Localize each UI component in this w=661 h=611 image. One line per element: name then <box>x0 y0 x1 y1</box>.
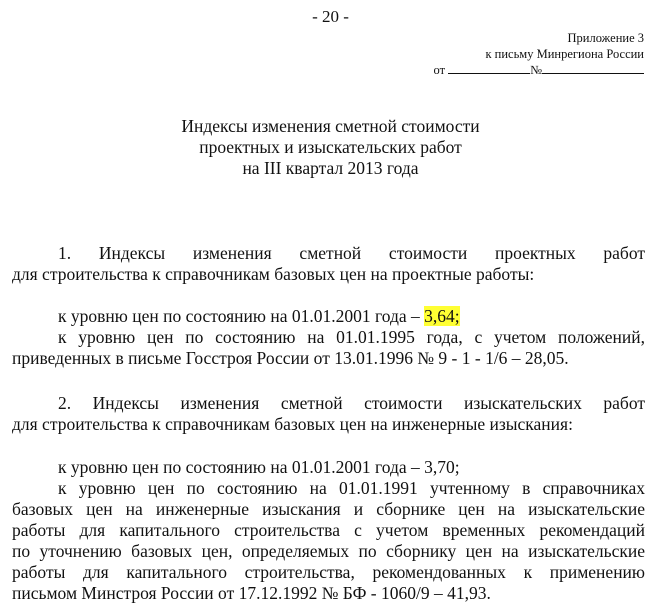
number-sign: № <box>530 63 542 77</box>
section1-item1-text: к уровню цен по состоянию на 01.01.2001 года – <box>58 306 425 326</box>
section1-heading-line-2: для строительства к справочникам базовых цен на проектные работы: <box>12 264 535 284</box>
section2-heading-line-1: 2. Индексы изменения сметной стоимости изыскательских работ <box>58 393 645 413</box>
highlighted-index-value: 3,64; <box>424 306 460 326</box>
section2-item2-line-1: к уровню цен по состоянию на 01.01.1991 учтенному в справочниках <box>58 478 645 498</box>
section2-item2-line-2: базовых цен на инженерные изыскания и сборнике цен на изыскательские <box>12 499 645 519</box>
section1-heading-line-1: 1. Индексы изменения сметной стоимости проектных работ <box>58 243 645 263</box>
document-title-line-3: на III квартал 2013 года <box>242 158 419 178</box>
date-blank <box>448 62 530 74</box>
appendix-letter-ref: к письму Минрегиона России <box>485 47 644 61</box>
document-title-line-2: проектных и изыскательских работ <box>199 137 462 157</box>
section2-item2-line-3: работы для капитального строительства с учетом временных рекомендаций <box>12 520 645 540</box>
document-title-line-1: Индексы изменения сметной стоимости <box>181 116 480 136</box>
section2-item2-line-4: по уточнению базовых цен, определяемых по сборнику цен на изыскательские <box>12 541 645 561</box>
page-number: - 20 - <box>312 7 349 26</box>
section2-heading-line-2: для строительства к справочникам базовых цен на инженерные изыскания: <box>12 414 573 434</box>
appendix-date-number-line <box>434 62 645 78</box>
section1-item1 <box>58 306 460 327</box>
from-label: от <box>433 63 446 77</box>
section2-item2-line-6: письмом Минстроя России от 17.12.1992 № БФ - 1060/9 – 41,93. <box>12 583 491 603</box>
section1-item2-line-2: приведенных в письме Госстроя России от 13.01.1996 № 9 - 1 - 1/6 – 28,05. <box>12 348 569 368</box>
section2-item2-line-5: работы для капитального строительства, рекомендованных к применению <box>12 562 645 582</box>
section2-item1: к уровню цен по состоянию на 01.01.2001 года – 3,70; <box>58 457 460 477</box>
appendix-label: Приложение 3 <box>567 31 644 45</box>
section1-item2-line-1: к уровню цен по состоянию на 01.01.1995 года, с учетом положений, <box>58 327 645 347</box>
number-blank <box>542 62 644 74</box>
